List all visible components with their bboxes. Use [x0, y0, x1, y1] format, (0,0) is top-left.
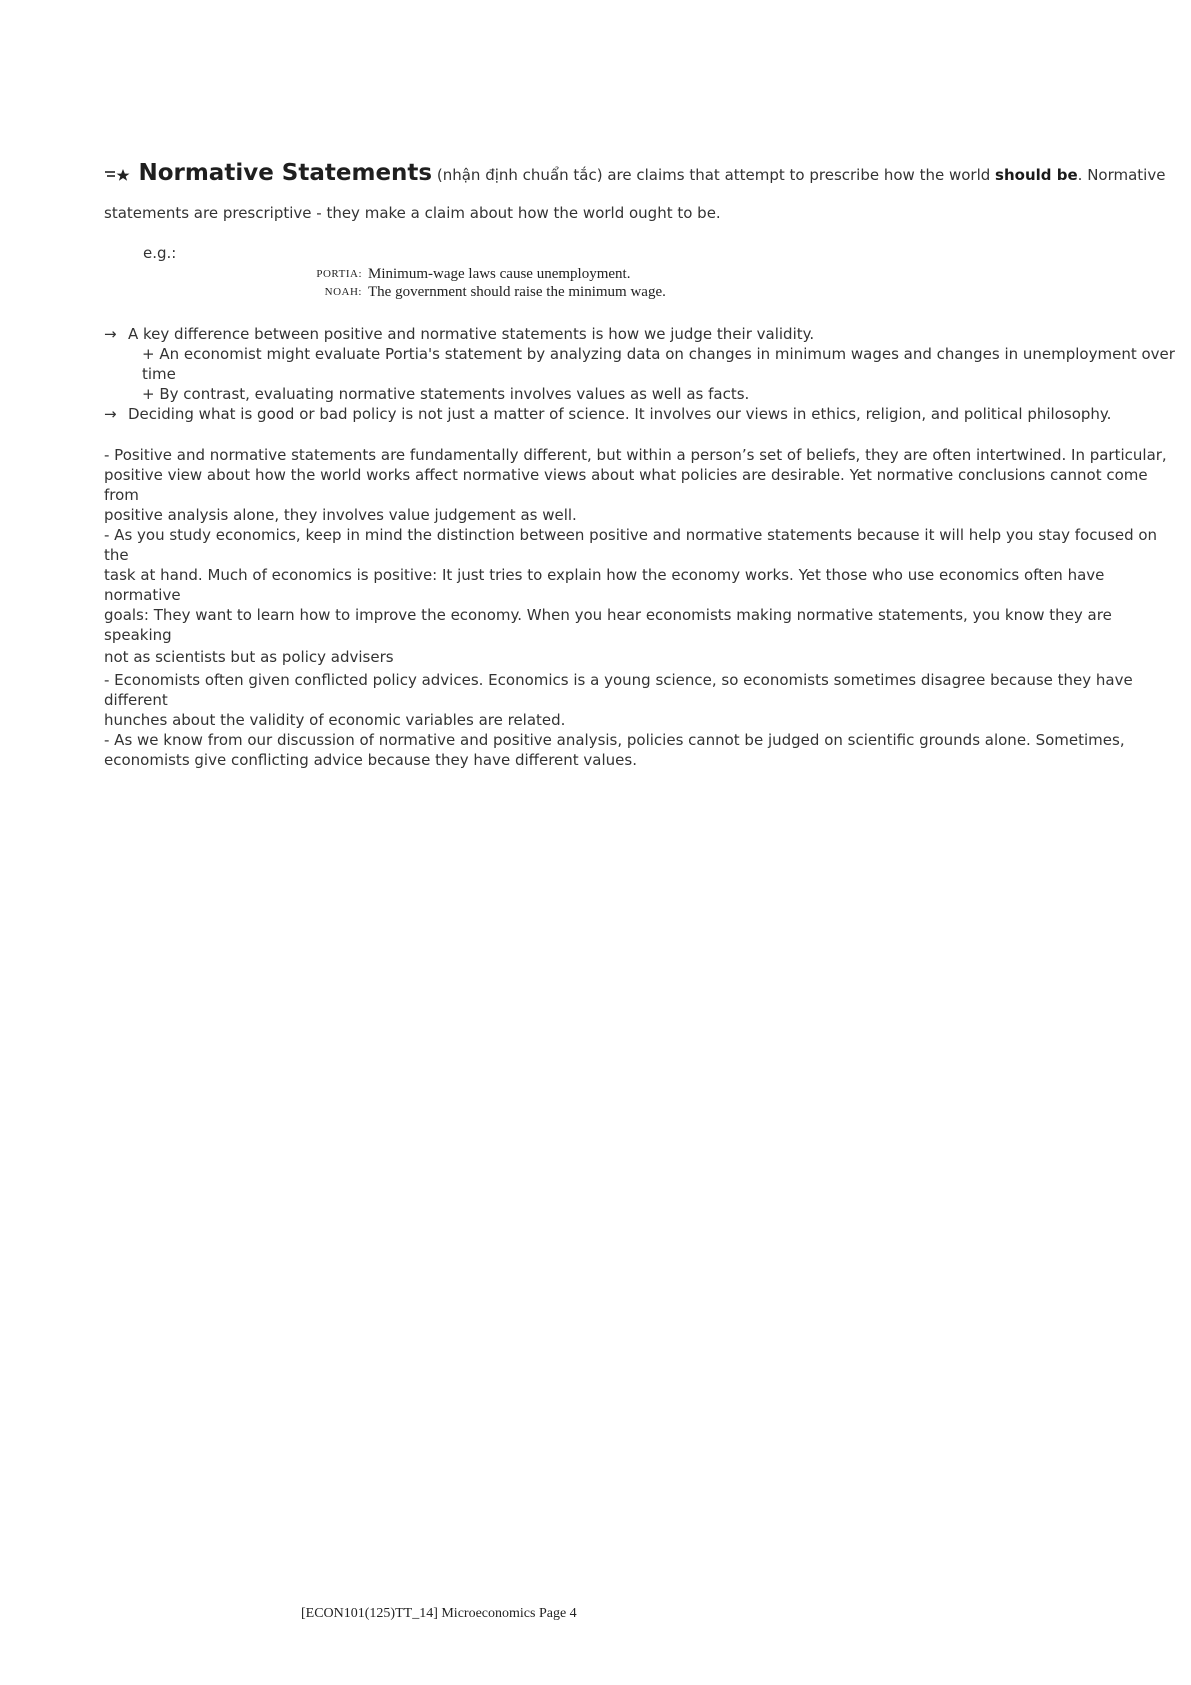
arrow-icon: → [104, 405, 117, 423]
text-line: - Positive and normative statements are fundamentally different, but within a person’s set of beliefs, they are often intertwined. In particular, [104, 446, 1167, 464]
text-line: goals: They want to learn how to improve the economy. When you hear economists making normative statements, you know they are speaking [104, 606, 1112, 644]
quote-speaker: PORTIA: [316, 268, 362, 280]
quote-row [300, 265, 720, 283]
text-line: positive analysis alone, they involves value judgement as well. [104, 506, 577, 524]
paragraph-study [104, 525, 1184, 667]
key-point [104, 404, 1184, 424]
example-label: e.g.: [143, 244, 177, 262]
quote-speaker: NOAH: [324, 286, 362, 298]
section-title: Normative Statements [138, 160, 433, 186]
key-points [104, 324, 1184, 424]
definition-continuation: statements are prescriptive - they make a claim about how the world ought to be. [104, 204, 721, 222]
paragraph-conflict [104, 670, 1184, 770]
sub-point: + An economist might evaluate Portia's statement by analyzing data on changes in minimum wages and changes in unemployment over [142, 345, 1175, 363]
quote-text: The government should raise the minimum wage. [368, 284, 666, 300]
heading-desc-pre: (nhận định chuẩn tắc) are claims that attempt to prescribe how the world [432, 166, 996, 184]
quote-text: Minimum-wage laws cause unemployment. [368, 266, 631, 282]
heading-desc-bold: should be [995, 166, 1078, 184]
paragraph-intertwined [104, 445, 1184, 525]
heading-desc-post: . Normative [1077, 166, 1166, 184]
heading-line [104, 160, 1184, 186]
text-line: not as scientists but as policy advisers [104, 648, 394, 666]
page-footer: [ECON101(125)TT_14] Microeconomics Page 4 [301, 1606, 577, 1621]
key-point-text: Deciding what is good or bad policy is not just a matter of science. It involves our views in ethics, religion, and political philosophy. [128, 405, 1112, 423]
text-line: - As we know from our discussion of normative and positive analysis, policies cannot be judged on scientific grounds alone. Sometimes, [104, 731, 1125, 749]
text-line: economists give conflicting advice because they have different values. [104, 751, 637, 769]
key-point-text: A key difference between positive and normative statements is how we judge their validity. [128, 325, 815, 343]
quote-row [300, 283, 720, 301]
sub-point-cont: time [142, 365, 176, 383]
text-line: positive view about how the world works affect normative views about what policies are desirable. Yet normative conclusions cannot come from [104, 466, 1148, 504]
sub-point: + By contrast, evaluating normative statements involves values as well as facts. [142, 385, 750, 403]
checklist-star-icon [104, 168, 134, 184]
text-line: - Economists often given conflicted policy advices. Economics is a young science, so economists sometimes disagree because they have different [104, 671, 1133, 709]
text-line: task at hand. Much of economics is positive: It just tries to explain how the economy works. Yet those who use economics often have normative [104, 566, 1105, 604]
text-line: - As you study economics, keep in mind the distinction between positive and normative statements because it will help you stay focused on the [104, 526, 1158, 564]
example-quotes [300, 265, 720, 301]
arrow-icon: → [104, 325, 117, 343]
text-line: hunches about the validity of economic variables are related. [104, 711, 566, 729]
key-point [104, 324, 1184, 344]
